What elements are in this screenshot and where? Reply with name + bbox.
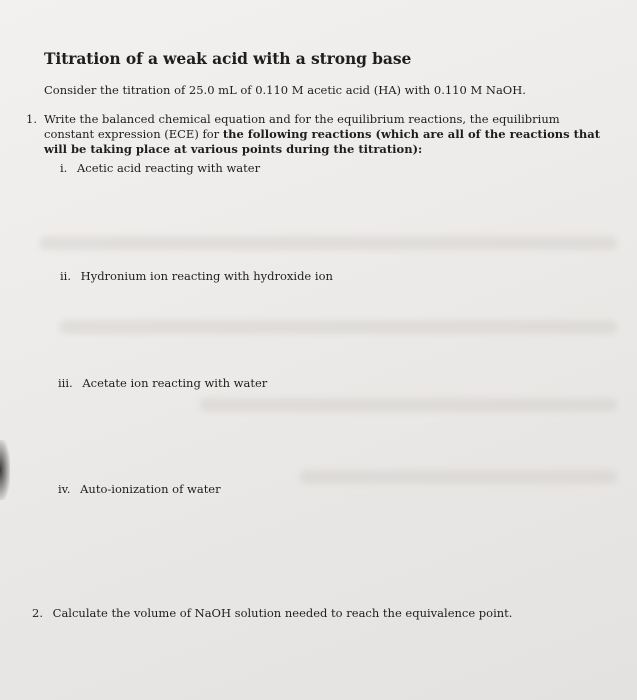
- question-2: [32, 606, 592, 621]
- question-1-text-bold: the following reactions (which are all of the reactions that will be taking place at various points during the titration):: [44, 127, 601, 156]
- part-label: iv.: [58, 482, 71, 496]
- page-edge-shadow: [0, 440, 10, 500]
- question-1-part-i: [60, 161, 260, 175]
- question-1-text-plain: Write the balanced chemical equation and for the equilibrium reactions, the equilibrium constant expression (ECE) for: [44, 112, 560, 141]
- part-label: i.: [60, 161, 68, 175]
- question-1-part-iv: [58, 482, 221, 496]
- page-title: Titration of a weak acid with a strong base: [44, 49, 412, 68]
- intro-text: Consider the titration of 25.0 mL of 0.110 M acetic acid (HA) with 0.110 M NaOH.: [44, 83, 526, 97]
- question-1-number: 1.: [26, 112, 37, 126]
- part-text: Acetate ion reacting with water: [82, 376, 268, 390]
- question-2-number: 2.: [32, 606, 43, 620]
- question-2-text: Calculate the volume of NaOH solution needed to reach the equivalence point.: [52, 606, 513, 620]
- question-1-text: [44, 112, 604, 157]
- part-text: Hydronium ion reacting with hydroxide ion: [80, 269, 333, 283]
- question-1-part-iii: [58, 376, 267, 390]
- part-text: Acetic acid reacting with water: [77, 161, 261, 175]
- part-text: Auto-ionization of water: [80, 482, 221, 496]
- question-1-part-ii: [60, 269, 333, 283]
- part-label: iii.: [58, 376, 73, 390]
- part-label: ii.: [60, 269, 72, 283]
